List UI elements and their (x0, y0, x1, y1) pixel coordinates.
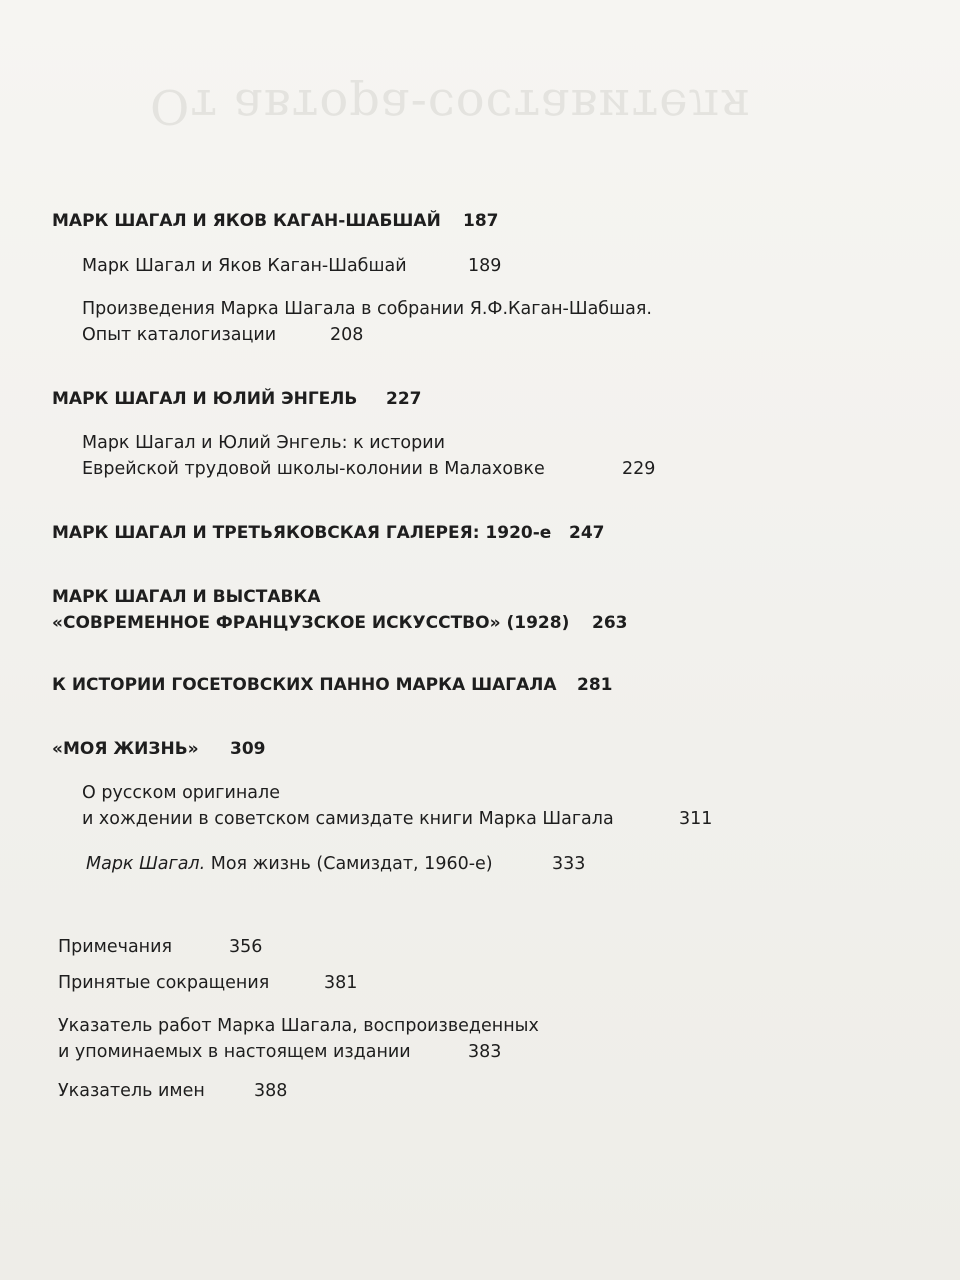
toc-page: 247 (569, 523, 605, 543)
toc-title: МАРК ШАГАЛ И ЮЛИЙ ЭНГЕЛЬ (52, 389, 358, 409)
toc-page: 189 (468, 256, 502, 276)
toc-title-line: МАРК ШАГАЛ И ВЫСТАВКА (52, 587, 321, 607)
toc-entry-s1b (82, 296, 652, 348)
toc-page: 263 (592, 613, 628, 633)
toc-page: 356 (229, 937, 263, 957)
toc-entry-s2a (82, 430, 656, 482)
toc-page: 208 (330, 325, 364, 345)
toc-title: «МОЯ ЖИЗНЬ» (52, 739, 199, 759)
toc-page: 333 (552, 854, 586, 874)
toc-entry-s6 (52, 736, 266, 762)
toc-page: 281 (577, 675, 613, 695)
toc-author: Марк Шагал. (86, 854, 206, 874)
toc-entry-abbr (58, 970, 358, 996)
toc-title-line: и хождении в советском самиздате книги Марка Шагала (82, 809, 614, 829)
toc-entry-names (58, 1078, 288, 1104)
toc-page: 311 (679, 809, 713, 829)
toc-entry-notes (58, 934, 263, 960)
toc-page: 187 (463, 211, 499, 231)
toc-entry-s3 (52, 520, 605, 546)
toc-entry-s5 (52, 672, 613, 698)
toc-title: Примечания (58, 937, 173, 957)
toc-page: 309 (230, 739, 266, 759)
toc-title-line: Опыт каталогизации (82, 325, 277, 345)
toc-title-line: Еврейской трудовой школы-колонии в Малаховке (82, 459, 545, 479)
toc-title-line: Произведения Марка Шагала в собрании Я.Ф.Каган-Шабшая. (82, 299, 652, 319)
toc-title: К ИСТОРИИ ГОСЕТОВСКИХ ПАННО МАРКА ШАГАЛА (52, 675, 557, 695)
toc-title: Указатель имен (58, 1081, 205, 1101)
toc-entry-s2 (52, 386, 422, 412)
toc-title: МАРК ШАГАЛ И ЯКОВ КАГАН-ШАБШАЙ (52, 211, 441, 231)
toc-entry-s4 (52, 584, 628, 636)
toc-entry-s6a (82, 780, 713, 832)
toc-title: МАРК ШАГАЛ И ТРЕТЬЯКОВСКАЯ ГАЛЕРЕЯ: 1920-е (52, 523, 552, 543)
toc-entry-s1 (52, 208, 499, 234)
toc-page: 381 (324, 973, 358, 993)
toc-title-line: и упоминаемых в настоящем издании (58, 1042, 411, 1062)
toc-title-line: «СОВРЕМЕННОЕ ФРАНЦУЗСКОЕ ИСКУССТВО» (1928) (52, 613, 570, 633)
toc-title: Марк Шагал и Яков Каган-Шабшай (82, 256, 407, 276)
toc-entry-s6b (86, 851, 586, 877)
toc-page: 383 (468, 1042, 502, 1062)
toc-title-line: Указатель работ Марка Шагала, воспроизведенных (58, 1016, 539, 1036)
toc-page: 388 (254, 1081, 288, 1101)
toc-title-line: О русском оригинале (82, 783, 280, 803)
toc-page: 227 (386, 389, 422, 409)
toc-page: 229 (622, 459, 656, 479)
toc-title: Принятые сокращения (58, 973, 270, 993)
toc-title: Моя жизнь (Самиздат, 1960-е) (205, 854, 493, 874)
toc-title-line: Марк Шагал и Юлий Энгель: к истории (82, 433, 445, 453)
toc-entry-s1a (82, 253, 502, 279)
toc-entry-works (58, 1013, 539, 1065)
show-through-text: От автора-составителя (150, 78, 752, 134)
